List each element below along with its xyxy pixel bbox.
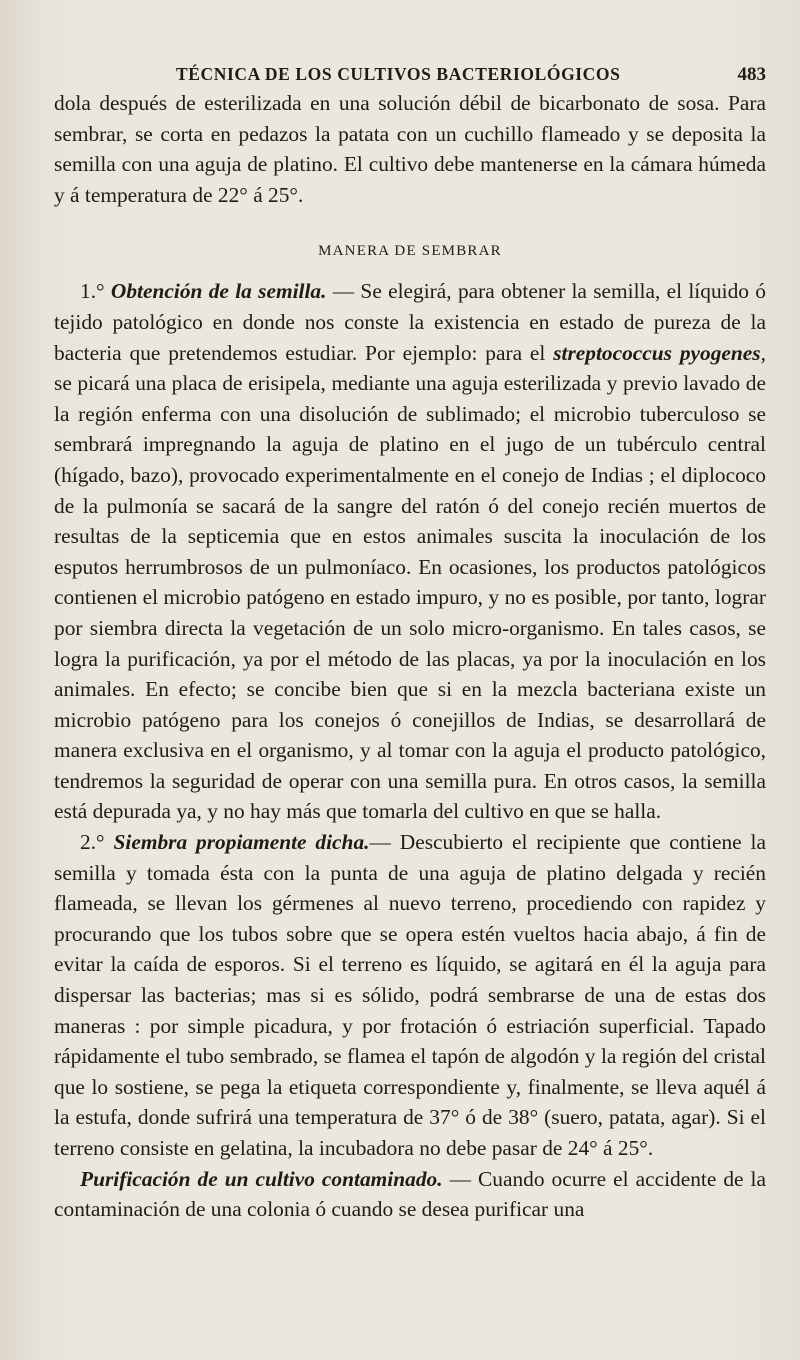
paragraph-text: — Cuando ocurre el accidente de la contaminación de una colonia ó cuando se desea purificar una xyxy=(54,1166,766,1222)
running-header xyxy=(0,64,800,88)
running-title: TÉCNICA DE LOS CULTIVOS BACTERIOLÓGICOS xyxy=(176,64,621,84)
page-number: 483 xyxy=(737,64,766,85)
paragraph-text: — Se elegirá, para obtener la semilla, el líquido ó tejido patológico en donde nos conste la existencia en estado de pureza de la bacteria que pretendemos estudiar. Por ejemplo: para el xyxy=(54,279,766,365)
paragraph-siembra xyxy=(54,827,766,1164)
opening-paragraph: dola después de esterilizada en una solución débil de bicarbonato de sosa. Para sembrar, se corta en pedazos la patata con un cuchillo flameado y se deposita la semilla con una aguja de platino. El cultivo debe mantenerse en la cámara húmeda y á temperatura de 22° á 25°. xyxy=(54,91,766,207)
paragraph-text: — Descubierto el recipiente que contiene la semilla y tomada ésta con la punta de una aguja de platino delgada y recién flameada, se llevan los gérmenes al nuevo terreno, procediendo con rapidez y procurando que los tubos sobre que se opera estén vueltos hacia abajo, á fin de evitar la caída de esporos. Si el terreno es líquido, se agitará en él la aguja para dispersar las bacterias; mas si es sólido, podrá sembrarse de una de estas dos maneras : por simple picadura, y por frotación ó estriación superficial. Tapado rápidamente el tubo sembrado, se flamea el tapón de algodón y la región del cristal que lo sostiene, se pega la etiqueta correspondiente y, finalmente, se lleva aquél á la estufa, donde sufrirá una temperatura de 37° ó de 38° (suero, patata, agar). Si el terreno consiste en gelatina, la incubadora no debe pasar de 24° á 25°. xyxy=(54,830,766,1160)
body-text xyxy=(54,88,766,1225)
paragraph-text: , se picará una placa de erisipela, mediante una aguja esterilizada y previo lavado de la región enferma con una disolución de sublimado; el microbio tuberculoso se sembrará impregnando la aguja de platino en el jugo de un tubérculo central (hígado, bazo), provocado experimentalmente en el conejo de Indias ; el diplococo de la pulmonía se sacará de la sangre del ratón ó del conejo recién muertos de resultas de la septicemia que en estos animales suscita la inoculación de los esputos herrumbrosos de un pulmoníaco. En ocasiones, los productos patológicos contienen el microbio patógeno en estado impuro, y no es posible, por tanto, lograr por siembra directa la vegetación de un solo micro-organismo. En tales casos, se logra la purificación, ya por el método de las placas, ya por la inoculación en los animales. En efecto; se concibe bien que si en la mezcla bacteriana existe un microbio patógeno para los conejos ó conejillos de Indias, se desarrollará de manera exclusiva en el organismo, y al tomar con la aguja el producto patológico, tendremos la seguridad de operar con una semilla pura. En otros casos, la semilla está depurada ya, y no hay más que tomarla del cultivo en que se halla. xyxy=(54,340,766,824)
item-number: 1.° xyxy=(80,279,105,304)
item-number: 2.° xyxy=(80,830,105,855)
item-heading: Siembra propiamente dicha. xyxy=(113,830,370,855)
species-name: streptococcus pyogenes xyxy=(553,340,761,365)
paragraph-purificacion xyxy=(54,1164,766,1225)
item-heading: Purificación de un cultivo contaminado. xyxy=(80,1166,443,1191)
section-heading: MANERA DE SEMBRAR xyxy=(318,243,502,260)
paragraph-obtencion xyxy=(54,276,766,827)
item-heading: Obtención de la semilla. xyxy=(110,279,327,304)
